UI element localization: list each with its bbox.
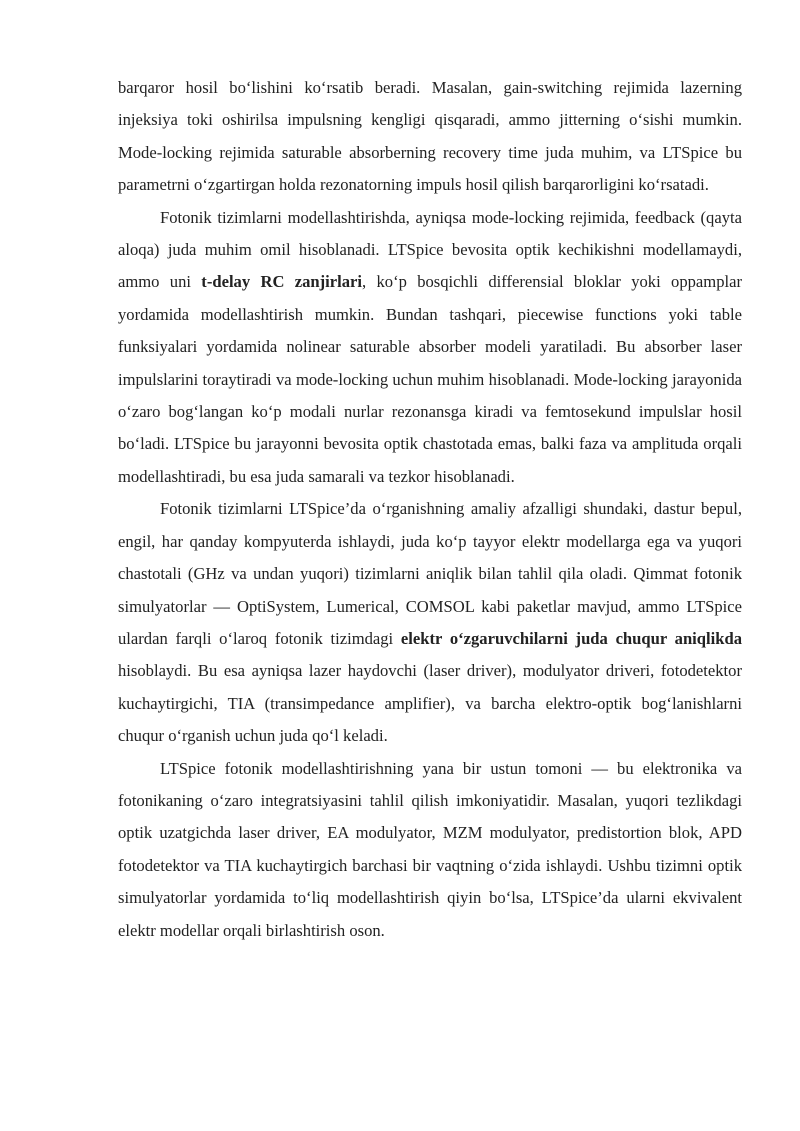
paragraph-3-text-a: Fotonik tizimlarni LTSpice’da o‘rganishning amaliy afzalligi shundaki, dastur bepul, engil, har qanday kompyuterda ishlaydi, juda ko‘p tayyor elektr modellarga ega va yuqori chastotali (GHz va undan yuqori) tizimlarni aniqlik bilan tahlil qila oladi. Qimmat fotonik simulyatorlar — OptiSystem, Lumerical, COMSOL kabi paketlar mavjud, ammo LTSpice ulardan farqli o‘laroq fotonik tizimdagi: [118, 499, 742, 648]
paragraph-2-text-b: , ko‘p bosqichli differensial bloklar yoki oppamplar yordamida modellashtirish mumkin. Bundan tashqari, piecewise functions yoki table funksiyalari yordamida nolinear saturable absorber modeli yaratiladi. Bu absorber laser impulslarini toraytiradi va mode-locking uchun muhim hisoblanadi. Mode-locking jarayonida o‘zaro bog‘langan ko‘p modali nurlar rezonansga kiradi va femtosekund impulslar hosil bo‘ladi. LTSpice bu jarayonni bevosita optik chastotada emas, balki faza va amplituda orqali modellashtiradi, bu esa juda samarali va tezkor hisoblanadi.: [118, 272, 742, 486]
document-page: [118, 72, 742, 947]
paragraph-4-text: LTSpice fotonik modellashtirishning yana bir ustun tomoni — bu elektronika va fotonikaning o‘zaro integratsiyasini tahlil qilish imkoniyatidir. Masalan, yuqori tezlikdagi optik uzatgichda laser driver, EA modulyator, MZM modulyator, predistortion blok, APD fotodetektor va TIA kuchaytirgich barchasi bir vaqtning o‘zida ishlaydi. Ushbu tizimni optik simulyatorlar yordamida to‘liq modellashtirish qiyin bo‘lsa, LTSpice’da ularni ekvivalent elektr modellar orqali birlashtirish oson.: [118, 758, 742, 940]
paragraph-2-bold-term: t-delay RC zanjirlari: [201, 272, 363, 292]
paragraph-1-text: barqaror hosil bo‘lishini ko‘rsatib beradi. Masalan, gain-switching rejimida lazerning injeksiya toki oshirilsa impulsning kengligi qisqaradi, ammo jitterning o‘sishi mumkin. Mode-locking rejimida saturable absorberning recovery time juda muhim, va LTSpice bu parametrni o‘zgartirgan holda rezonatorning impuls hosil qilish barqarorligini ko‘rsatadi.: [118, 78, 742, 195]
paragraph-2: [118, 202, 742, 494]
paragraph-3: [118, 493, 742, 752]
paragraph-3-text-b: hisoblaydi. Bu esa ayniqsa lazer haydovchi (laser driver), modulyator driveri, fotodetektor kuchaytirgichi, TIA (transimpedance amplifier), va barcha elektro-optik bog‘lanishlarni chuqur o‘rganish uchun juda qo‘l keladi.: [118, 661, 742, 746]
paragraph-3-bold-phrase: elektr o‘zgaruvchilarni juda chuqur aniqlikda: [400, 628, 742, 648]
paragraph-2-text-a: Fotonik tizimlarni modellashtirishda, ayniqsa mode-locking rejimida, feedback (qayta aloqa) juda muhim omil hisoblanadi. LTSpice bevosita optik kechikishni modellamaydi, ammo uni: [118, 207, 742, 292]
paragraph-4: [118, 753, 742, 947]
paragraph-1: [118, 72, 742, 202]
